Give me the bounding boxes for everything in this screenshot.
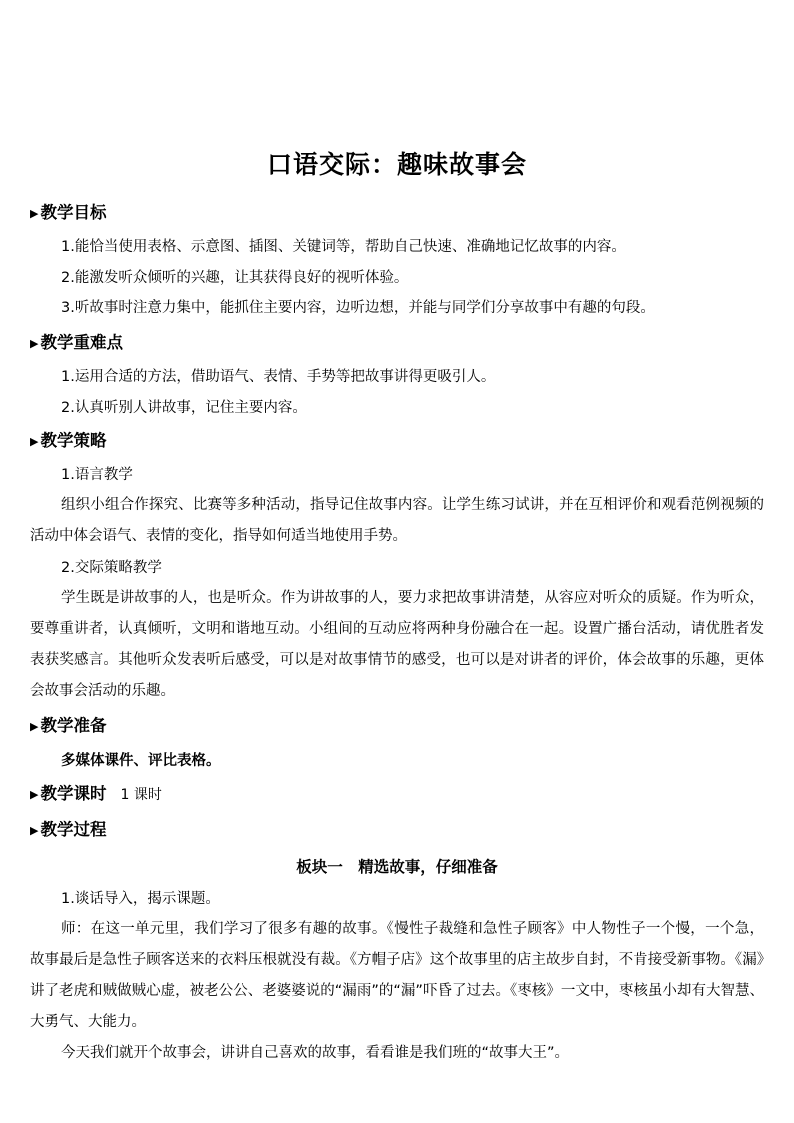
section-heading-goals: ▶ 教学目标 bbox=[30, 203, 107, 222]
strategy-subheading: 1.语言教学 bbox=[61, 467, 133, 483]
bullet-triangle-icon: ▶ bbox=[30, 337, 39, 350]
goal-item: 1.能恰当使用表格、示意图、插图、关键词等，帮助自己快速、准确地记忆故事的内容。 bbox=[61, 239, 626, 255]
process-paragraph: 师：在这一单元里，我们学习了很多有趣的故事。《慢性子裁缝和急性子顾客》中人物性子一个慢，一个急，故事最后是急性子顾客送来的衣料压根就没有裁。《方帽子店》这个故事里的店主故步自封，不肯接受新事物。《漏》讲了老虎和贼做贼心虚，被老公公、老婆婆说的“漏雨”的“漏”吓昏了过去。《枣核》一文中，枣核虽小却有大智慧、大勇气、大能力。 bbox=[30, 921, 764, 1030]
section-heading-strategy: ▶ 教学策略 bbox=[30, 431, 107, 450]
section-heading-preparation: ▶ 教学准备 bbox=[30, 716, 107, 735]
goal-item: 3.听故事时注意力集中，能抓住主要内容，边听边想，并能与同学们分享故事中有趣的句段。 bbox=[61, 300, 655, 316]
key-point-item: 2.认真听别人讲故事，记住主要内容。 bbox=[61, 400, 307, 416]
strategy-paragraph: 组织小组合作探究、比赛等多种活动，指导记住故事内容。让学生练习试讲，并在互相评价和观看范例视频的活动中体会语气、表情的变化，指导如何适当地使用手势。 bbox=[30, 497, 764, 544]
bullet-triangle-icon: ▶ bbox=[30, 207, 39, 220]
bullet-triangle-icon: ▶ bbox=[30, 824, 39, 837]
preparation-text: 多媒体课件、评比表格。 bbox=[61, 753, 221, 769]
strategy-paragraph: 学生既是讲故事的人，也是听众。作为讲故事的人，要力求把故事讲清楚，从容应对听众的质疑。作为听众，要尊重讲者，认真倾听，文明和谐地互动。小组间的互动应将两种身份融合在一起。设置广播台活动，请优胜者发表获奖感言。其他听众发表听后感受，可以是对故事情节的感受，也可以是对讲者的评价，体会故事的乐趣，更体会故事会活动的乐趣。 bbox=[30, 590, 764, 699]
section-heading-key-points: ▶ 教学重难点 bbox=[30, 333, 123, 352]
key-point-item: 1.运用合适的方法，借助语气、表情、手势等把故事讲得更吸引人。 bbox=[61, 369, 496, 385]
strategy-subheading: 2.交际策略教学 bbox=[61, 560, 162, 576]
bullet-triangle-icon: ▶ bbox=[30, 435, 39, 448]
bullet-triangle-icon: ▶ bbox=[30, 788, 39, 801]
lesson-count: 1 课时 bbox=[120, 787, 162, 803]
goal-item: 2.能激发听众倾听的兴趣，让其获得良好的视听体验。 bbox=[61, 270, 409, 286]
section-heading-process: ▶ 教学过程 bbox=[30, 820, 107, 839]
section-heading-hours: ▶ 教学课时 1 课时 bbox=[30, 784, 162, 803]
block-title: 板块一 精选故事，仔细准备 bbox=[296, 858, 498, 876]
process-step: 1.谈话导入，揭示课题。 bbox=[61, 891, 220, 907]
process-paragraph: 今天我们就开个故事会，讲讲自己喜欢的故事，看看谁是我们班的“故事大王”。 bbox=[61, 1045, 570, 1061]
page-title: 口语交际：趣味故事会 bbox=[266, 150, 527, 179]
bullet-triangle-icon: ▶ bbox=[30, 720, 39, 733]
